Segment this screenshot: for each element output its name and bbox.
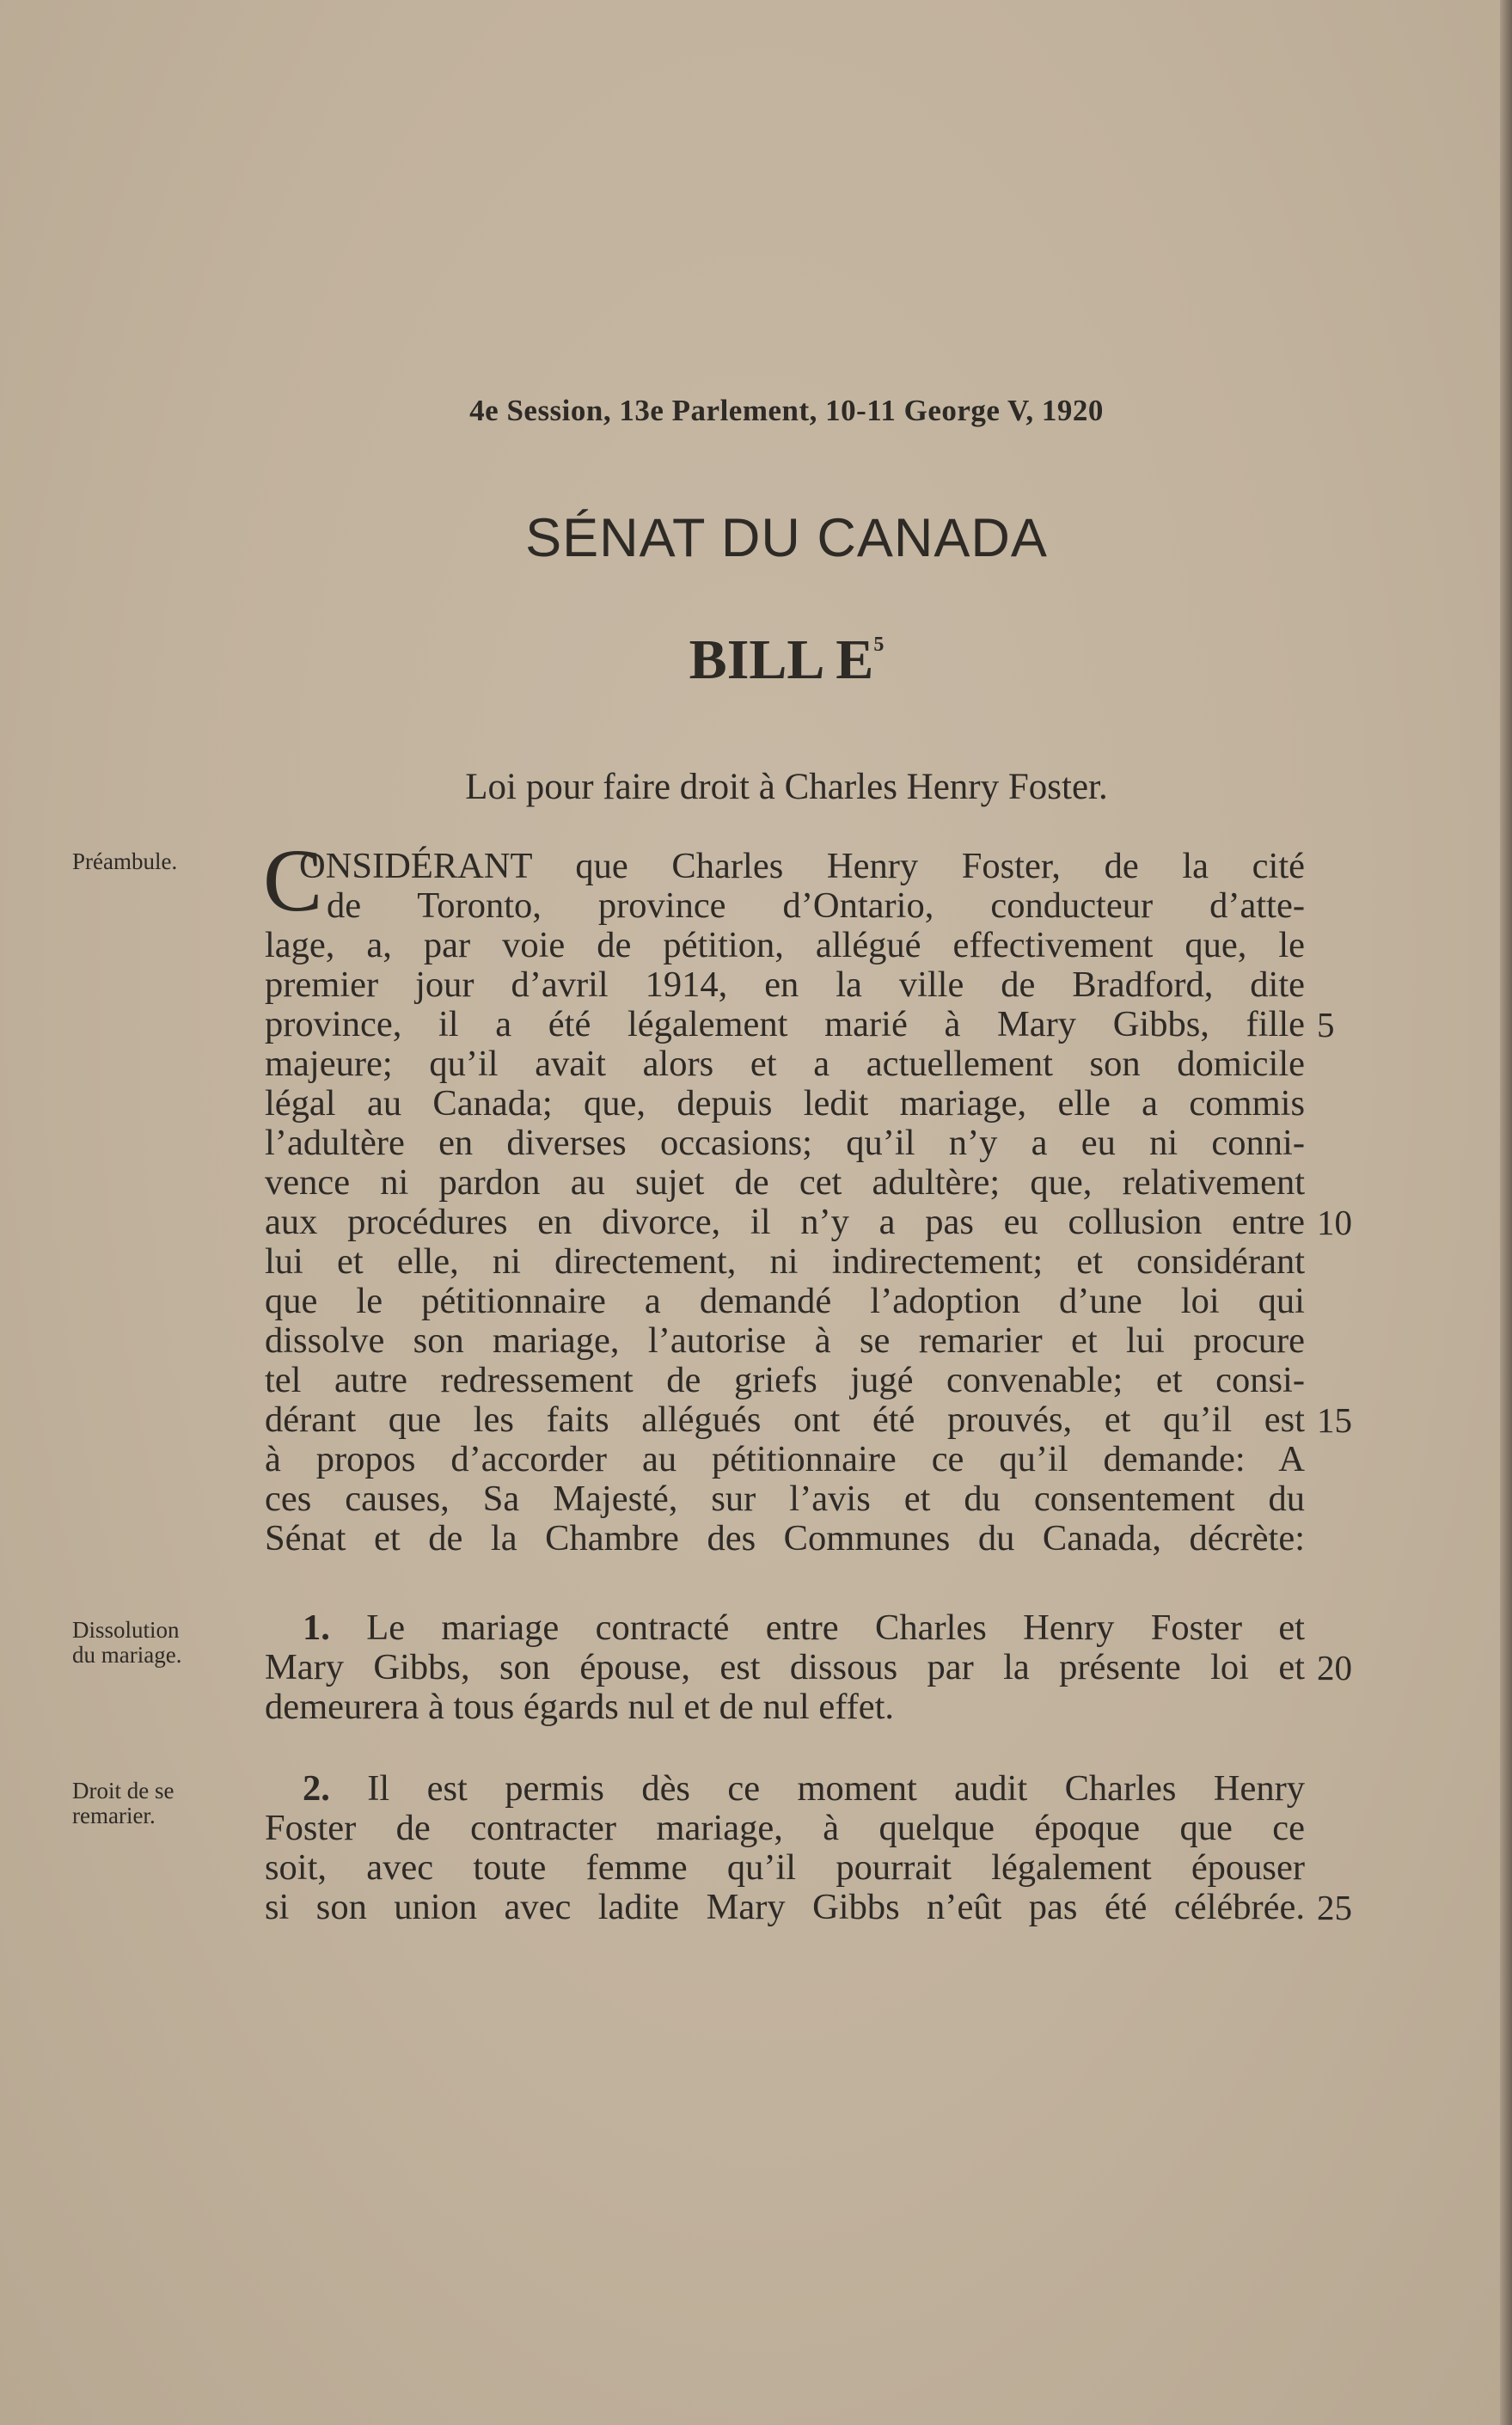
line-number: 10 — [1317, 1203, 1352, 1242]
preamble-line: lui et elle, ni directement, ni indirectement; et considérant — [265, 1241, 1305, 1282]
preamble-line: ONSIDÉRANT que Charles Henry Foster, de la cité — [299, 846, 1305, 886]
drop-cap: C — [263, 831, 323, 930]
section-1-number: 1. — [303, 1607, 330, 1648]
section-2-line: si son union avec ladite Mary Gibbs n’eût pas été célébrée. — [265, 1887, 1305, 1927]
section-1-line: Mary Gibbs, son épouse, est dissous par la présente loi et — [265, 1647, 1305, 1687]
preamble-line: à propos d’accorder au pétitionnaire ce qu’il demande: A — [265, 1439, 1305, 1479]
preamble-line: l’adultère en diverses occasions; qu’il n’y a eu ni conni- — [265, 1123, 1305, 1163]
line-number: 25 — [1317, 1888, 1352, 1927]
page-edge — [1500, 0, 1512, 2425]
section-1-text: Le mariage contracté entre Charles Henry Foster et — [366, 1607, 1305, 1648]
line-number: 20 — [1317, 1648, 1352, 1687]
preamble-line: dissolve son mariage, l’autorise à se remarier et lui procure — [265, 1320, 1305, 1361]
preamble-line: dérant que les faits allégués ont été prouvés, et qu’il est — [265, 1399, 1305, 1440]
preamble-line: ces causes, Sa Majesté, sur l’avis et du consentement du — [265, 1479, 1305, 1519]
preamble-line: aux procédures en divorce, il n’y a pas eu collusion entre — [265, 1202, 1305, 1242]
preamble-line: province, il a été légalement marié à Mary Gibbs, fille — [265, 1004, 1305, 1044]
section-2-line: soit, avec toute femme qu’il pourrait légalement épouser — [265, 1847, 1305, 1888]
preamble-line: tel autre redressement de griefs jugé convenable; et consi- — [265, 1360, 1305, 1400]
bill-subtitle: Loi pour faire droit à Charles Henry Foster. — [465, 767, 1108, 807]
section-2-line: Foster de contracter mariage, à quelque époque que ce — [265, 1808, 1305, 1848]
section-1-line: demeurera à tous égards nul et de nul effet. — [265, 1687, 895, 1727]
margin-note-dissolution-2: du mariage. — [72, 1642, 182, 1668]
bill-name: BILL E — [689, 628, 874, 691]
preamble-line: premier jour d’avril 1914, en la ville de Bradford, dite — [265, 964, 1305, 1005]
margin-note-dissolution-1: Dissolution — [72, 1617, 180, 1643]
preamble-line: que le pétitionnaire a demandé l’adoption d’une loi qui — [265, 1281, 1305, 1321]
section-2-line — [303, 1769, 1305, 1809]
margin-note-remarry-2: remarier. — [72, 1803, 156, 1828]
preamble-line: lage, a, par voie de pétition, allégué effectivement que, le — [265, 925, 1305, 965]
margin-note-remarry-1: Droit de se — [72, 1778, 174, 1803]
section-2-number: 2. — [303, 1768, 330, 1809]
preamble-line: majeure; qu’il avait alors et a actuellement son domicile — [265, 1044, 1305, 1084]
margin-note-preamble: Préambule. — [72, 848, 178, 874]
section-1-line — [303, 1608, 1305, 1648]
preamble-line: vence ni pardon au sujet de cet adultère; que, relativement — [265, 1162, 1305, 1203]
preamble-line: de Toronto, province d’Ontario, conducteur d’atte- — [327, 885, 1305, 926]
bill-title — [0, 628, 1512, 693]
section-2-text: Il est permis dès ce moment audit Charles Henry — [367, 1768, 1305, 1809]
bill-superscript: 5 — [873, 634, 885, 656]
preamble-line: légal au Canada; que, depuis ledit mariage, elle a commis — [265, 1083, 1305, 1124]
line-number: 15 — [1317, 1400, 1352, 1440]
session-heading: 4e Session, 13e Parlement, 10-11 George V, 1920 — [469, 394, 1104, 427]
preamble-line: Sénat et de la Chambre des Communes du Canada, décrète: — [265, 1518, 1305, 1558]
institution-title: SÉNAT DU CANADA — [525, 508, 1048, 568]
line-number: 5 — [1317, 1005, 1335, 1044]
